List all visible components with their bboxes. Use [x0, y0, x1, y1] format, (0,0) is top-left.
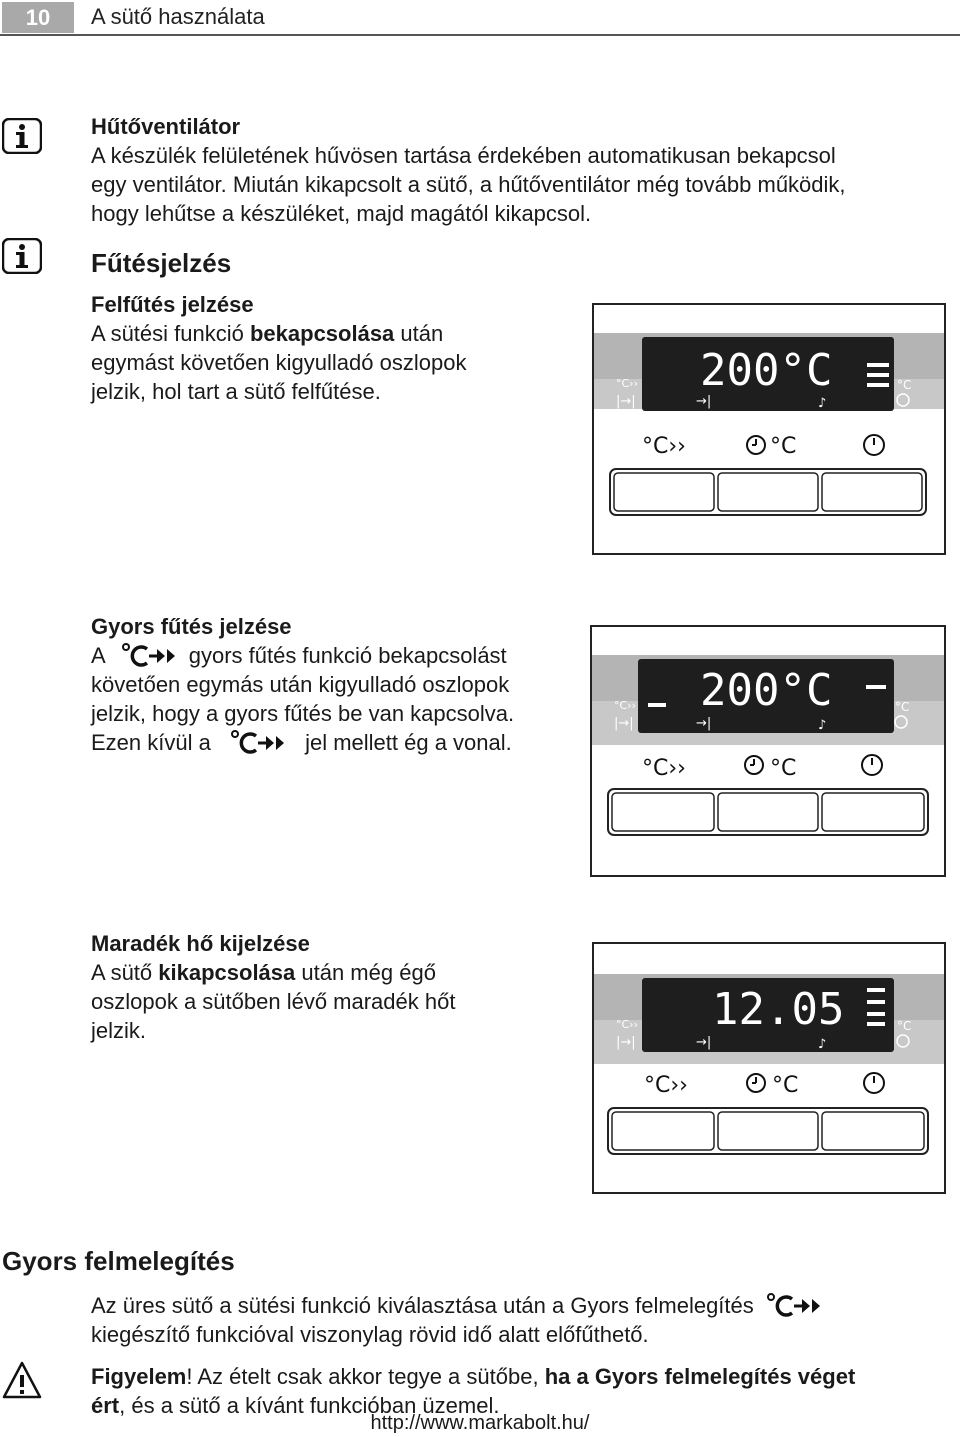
section-title-heating-indicator: Fűtésjelzés: [91, 248, 232, 278]
header-rule: [0, 34, 960, 36]
cooling-fan-line-2: egy ventilátor. Miután kikapcsolt a sütő, a hűtőventilátor még tovább működik,: [91, 172, 846, 197]
svg-text:°C: °C: [897, 378, 912, 392]
svg-text:→|: →|: [696, 394, 712, 409]
clock-temp-button: [718, 473, 818, 511]
rapid-line-4: Ezen kívül a jel mellett ég a vonal.: [91, 730, 512, 755]
preheat-line-3: jelzik, hol tart a sütő felfűtése.: [91, 379, 381, 404]
info-icon: [2, 118, 42, 154]
oven-control-panel-preheat: [592, 303, 946, 555]
svg-text:|→|: |→|: [616, 394, 636, 409]
svg-text:°C››: °C››: [616, 1018, 638, 1031]
rapid-line-3: jelzik, hogy a gyors fűtés be van kapcsolva.: [91, 701, 515, 726]
info-icon: [2, 238, 42, 274]
display-readout: 200°C: [700, 345, 833, 396]
preheat-line-2: egymást követően kigyulladó oszlopok: [91, 350, 467, 375]
residual-subtitle: Maradék hő kijelzése: [91, 931, 310, 956]
timer-button: [822, 793, 924, 831]
rapid-line-2: követően egymás után kigyulladó oszlopok: [91, 672, 510, 697]
clock-temp-button: [718, 1112, 818, 1150]
display-readout: 200°C: [700, 665, 833, 716]
svg-text:°C: °C: [772, 1073, 799, 1098]
page-title: A sütő használata: [91, 4, 265, 29]
rapid-heat-button: [612, 793, 714, 831]
timer-button: [822, 1112, 924, 1150]
oven-control-panel-rapid: [590, 625, 946, 877]
svg-text:°C››: °C››: [616, 377, 638, 390]
svg-text:♪: ♪: [818, 396, 827, 411]
svg-text:♪: ♪: [818, 1037, 827, 1052]
svg-text:|→|: |→|: [616, 1035, 636, 1050]
rapid-subtitle: Gyors fűtés jelzése: [91, 614, 292, 639]
svg-text:°C: °C: [770, 434, 797, 459]
rapid-heat-line-1: Az üres sütő a sütési funkció kiválasztása után a Gyors felmelegítés: [91, 1291, 826, 1320]
oven-control-panel-residual: [592, 942, 946, 1194]
page-number: 10: [2, 2, 74, 33]
rapid-heat-icon: [766, 1293, 826, 1317]
svg-text:°C: °C: [895, 700, 910, 714]
section-title-cooling-fan: Hűtőventilátor: [91, 114, 241, 139]
svg-text:→|: →|: [696, 716, 712, 731]
svg-text:°C››: °C››: [642, 756, 686, 781]
warning-line-2: ért, és a sütő a kívánt funkcióban üzemel.: [91, 1393, 500, 1418]
svg-text:°C››: °C››: [614, 699, 636, 712]
svg-text:°C››: °C››: [642, 434, 686, 459]
rapid-heat-button: [612, 1112, 714, 1150]
display-readout: 12.05: [712, 984, 845, 1035]
rapid-heat-icon: [121, 643, 181, 667]
preheat-subtitle: Felfűtés jelzése: [91, 292, 254, 317]
timer-button: [822, 473, 922, 511]
residual-line-3: jelzik.: [91, 1018, 147, 1043]
svg-text:°C: °C: [770, 756, 797, 781]
svg-text:|→|: |→|: [614, 716, 634, 731]
svg-text:°C: °C: [897, 1019, 912, 1033]
svg-text:→|: →|: [696, 1035, 712, 1050]
preheat-line-1: A sütési funkció bekapcsolása után: [91, 321, 444, 346]
residual-line-2: oszlopok a sütőben lévő maradék hőt: [91, 989, 456, 1014]
footer-url[interactable]: http://www.markabolt.hu/: [370, 1412, 590, 1434]
cooling-fan-line-1: A készülék felületének hűvösen tartása érdekében automatikusan bekapcsol: [91, 143, 836, 168]
rapid-line-1: A gyors fűtés funkció bekapcsolást: [91, 643, 507, 668]
warning-line-1: Figyelem! Az ételt csak akkor tegye a sütőbe, ha a Gyors felmelegítés véget: [91, 1364, 856, 1389]
svg-text:♪: ♪: [818, 718, 827, 733]
warning-icon: [2, 1360, 42, 1400]
rapid-heat-button: [614, 473, 714, 511]
svg-text:°C››: °C››: [644, 1073, 688, 1098]
cooling-fan-line-3: hogy lehűtse a készüléket, majd magától kikapcsol.: [91, 201, 592, 226]
rapid-heat-line-2: kiegészítő funkcióval viszonylag rövid idő alatt előfűthető.: [91, 1322, 649, 1347]
clock-temp-button: [718, 793, 818, 831]
rapid-heat-icon: [229, 730, 291, 754]
section-title-rapid-heat: Gyors felmelegítés: [2, 1246, 235, 1276]
residual-line-1: A sütő kikapcsolása után még égő: [91, 960, 436, 985]
